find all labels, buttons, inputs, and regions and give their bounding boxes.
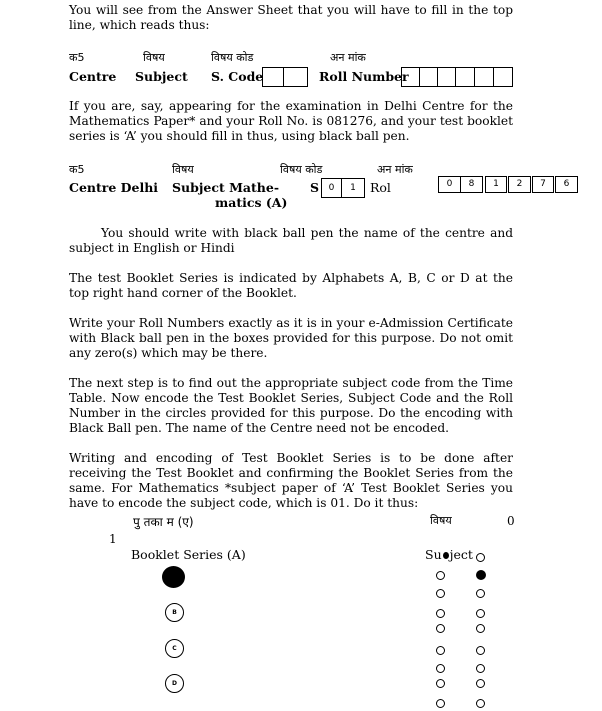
label-one: 1 <box>109 532 117 546</box>
hi-subject-label-3: विषय <box>430 514 452 527</box>
roll-box-1 <box>401 67 420 87</box>
subject-col2-bubble[interactable] <box>476 609 485 618</box>
roll-digit-4: 2 <box>508 176 531 193</box>
subject-col1-bubble[interactable] <box>436 699 445 708</box>
series-paragraph: The test Booklet Series is indicated by Alphabets A, B, C or D at the top right hand corner of the Booklet. <box>69 271 513 300</box>
roll-paragraph: Write your Roll Numbers exactly as it is in your e-Admission Certificate with Black ball pen in the boxes provided for this purpose. Do not omit any zero(s) which may be there. <box>69 316 513 360</box>
code-digit-1: 1 <box>341 178 365 198</box>
roll-digit-1: 0 <box>438 176 461 193</box>
scode-box-2 <box>283 67 308 87</box>
subject-col2-bubble[interactable] <box>476 664 485 673</box>
roll-number-label: Roll Number <box>319 69 409 84</box>
subject-col2-bubble[interactable] <box>476 699 485 708</box>
roll-box-5 <box>474 67 494 87</box>
subject-circle-top[interactable] <box>476 553 485 562</box>
subject-col2-bubble[interactable] <box>476 589 485 598</box>
code-digit-0: 0 <box>321 178 342 198</box>
subject-col1-bubble[interactable] <box>436 589 445 598</box>
subject-label-bottom: Su ject <box>425 547 473 562</box>
scode-box-1 <box>262 67 284 87</box>
hi-centre-label: क5 <box>69 51 85 64</box>
roll-box-3 <box>437 67 456 87</box>
hi-scode-label-2: विषय कोड <box>280 163 323 176</box>
roll-digit-3: 1 <box>485 176 507 193</box>
subject-col1-bubble[interactable] <box>436 646 445 655</box>
roll-box-4 <box>455 67 475 87</box>
series-d-bubble[interactable]: D <box>165 674 184 693</box>
hi-scode-label: विषय कोड <box>211 51 254 64</box>
subject-col2-bubble[interactable] <box>476 679 485 688</box>
subject-col1-bubble[interactable] <box>436 679 445 688</box>
roll-digit-5: 7 <box>532 176 554 193</box>
subject-col2-bubble-filled[interactable] <box>476 570 486 580</box>
roll-box-2 <box>419 67 438 87</box>
subject-code-digit-zero: 0 <box>507 514 515 528</box>
series-b-bubble[interactable]: B <box>165 603 184 622</box>
roll-digit-2: 8 <box>460 176 483 193</box>
subject-col1-bubble[interactable] <box>436 609 445 618</box>
subject-col2-bubble[interactable] <box>476 624 485 633</box>
subject-mathematics-label: Subject Mathe- <box>172 180 280 195</box>
writing-paragraph: Writing and encoding of Test Booklet Series is to be done after receiving the Test Booklet and confirming the Booklet Series from the same. For Mathematics *subject paper of ‘A’ Test Booklet Series you have to encode the subject code, which is 01. Do it thus: <box>69 451 513 510</box>
subject-col1-bubble[interactable] <box>436 571 445 580</box>
hi-subject-label: विषय <box>143 51 165 64</box>
hi-booklet-series-label: पु तका म (ए) <box>133 515 194 529</box>
roll-digit-6: 6 <box>555 176 578 193</box>
roll-box-6 <box>493 67 513 87</box>
scode-label: S. Code <box>211 69 264 84</box>
roll-abbrev-label: Rol <box>370 180 391 195</box>
pen-paragraph: You should write with black ball pen the name of the centre and subject in English or Hindi <box>69 226 513 255</box>
subject-col1-bubble[interactable] <box>436 624 445 633</box>
hi-subject-label-2: विषय <box>172 163 194 176</box>
series-a-bubble-filled[interactable] <box>162 566 185 588</box>
hi-roll-label-2: अन मांक <box>377 163 413 176</box>
series-c-bubble[interactable]: C <box>165 639 184 658</box>
subject-mathematics-label-2: matics (A) <box>215 195 288 210</box>
subject-label: Subject <box>135 69 188 84</box>
booklet-series-label: Booklet Series (A) <box>131 547 246 562</box>
subject-col2-bubble[interactable] <box>476 646 485 655</box>
subject-col1-bubble[interactable] <box>436 664 445 673</box>
hi-roll-label: अन मांक <box>330 51 366 64</box>
example-paragraph: If you are, say, appearing for the examination in Delhi Centre for the Mathematics Paper* and your Roll No. is 081276, and your test booklet series is ‘A’ you should fill in thus, using black ball pen. <box>69 99 513 143</box>
s-prefix: S <box>310 180 320 195</box>
intro-paragraph: You will see from the Answer Sheet that you will have to fill in the top line, which reads thus: <box>69 3 513 32</box>
next-step-paragraph: The next step is to find out the appropriate subject code from the Time Table. Now encode the Test Booklet Series, Subject Code and the Roll Number in the circles provided for this purpose. Do the encoding with Black Ball pen. The name of the Centre need not be encoded. <box>69 376 513 435</box>
hi-centre-label-2: क5 <box>69 163 85 176</box>
centre-delhi-label: Centre Delhi <box>69 180 159 195</box>
centre-label: Centre <box>69 69 117 84</box>
